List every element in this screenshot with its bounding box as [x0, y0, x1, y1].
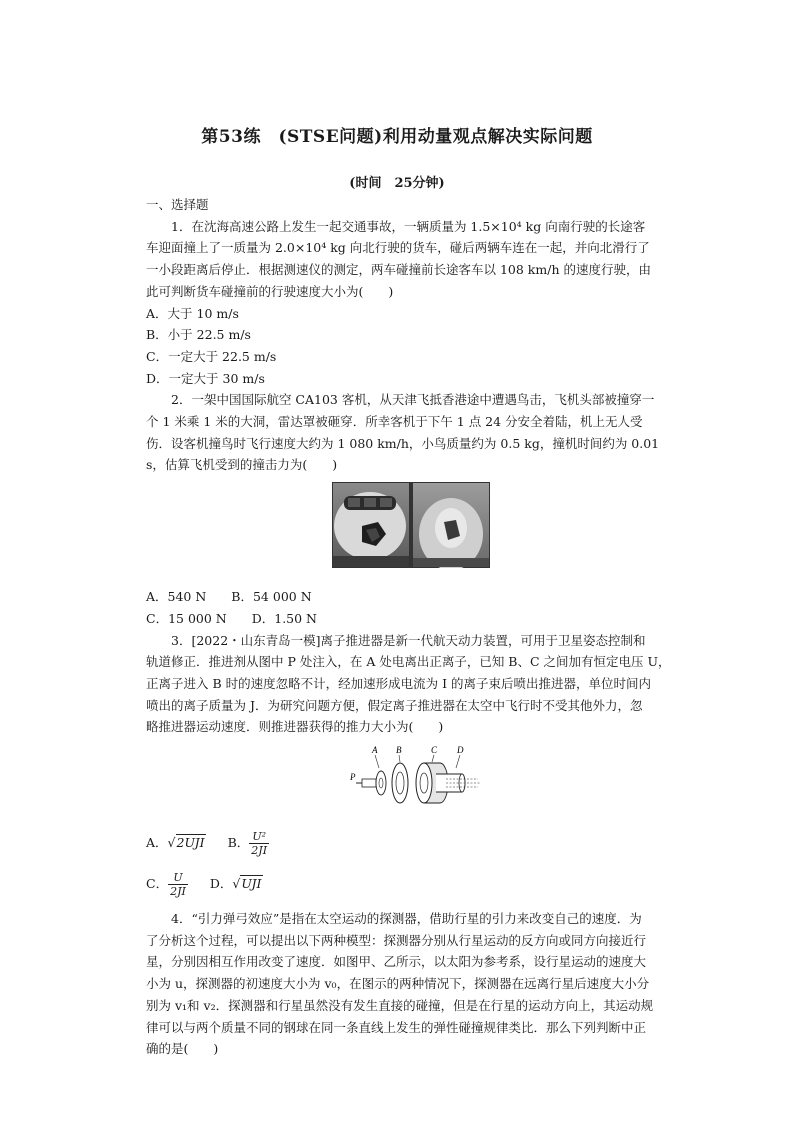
question-4	[146, 908, 676, 1060]
q2-line: 2．一架中国国际航空 CA103 客机，从天津飞抵香港途中遭遇鸟击，飞机头部被撞穿一	[171, 392, 655, 408]
q4-line: 别为 v₁和 v₂．探测器和行星虽然没有发生直接的碰撞，但是在行星的运动方向上，其运动规	[146, 997, 654, 1013]
section-heading: 一、选择题	[146, 197, 209, 212]
label-d: D	[457, 745, 464, 756]
q3-option-a-label: A．	[146, 835, 168, 851]
q3-options-row-2	[146, 864, 676, 904]
time-limit: (时间 25分钟)	[349, 176, 445, 191]
q4-line: 确的是( )	[146, 1041, 219, 1057]
q1-option-d: D．一定大于 30 m/s	[146, 370, 265, 386]
q4-line: 星，分别因相互作用改变了速度．如图甲、乙所示，以太阳为参考系，设行星运动的速度大	[146, 954, 647, 970]
q3-line: 3．[2022・山东青岛一模]离子推进器是新一代航天动力装置，可用于卫星姿态控制和	[171, 632, 646, 648]
question-content	[146, 194, 676, 1060]
q3-line: 略推进器运动速度．则推进器获得的推力大小为( )	[146, 719, 444, 735]
q3-option-b-formula: $\frac{\text{U²}}{2JI}$	[251, 829, 268, 857]
question-2	[146, 389, 676, 629]
q3-option-d-formula: √UJI	[232, 876, 262, 892]
q2-options-row: A．540 N B．54 000 N	[146, 589, 312, 605]
q4-line: 律可以与两个质量不同的钢球在同一条直线上发生的弹性碰撞规律类比．那么下列判断中正	[146, 1019, 647, 1035]
q1-line: 一小段距离后停止．根据测速仪的测定，两车碰撞前长途客车以 108 km/h 的速度行驶，由	[146, 262, 651, 278]
q1-option-a: A．大于 10 m/s	[146, 305, 239, 321]
q1-option-b: B．小于 22.5 m/s	[146, 327, 251, 343]
q2-line: 伤．设客机撞鸟时飞行速度大约为 1 080 km/h，小鸟质量约为 0.5 kg，撞机时间约为 0.01	[146, 435, 660, 451]
question-1	[146, 216, 676, 390]
q4-line: 了分析这个过程，可以提出以下两种模型：探测器分别从行星运动的反方向或同方向接近行	[146, 932, 647, 948]
q1-line: 车迎面撞上了一质量为 2.0×10⁴ kg 向北行驶的货车，碰后两辆车连在一起，并向北滑行了	[146, 240, 650, 256]
q1-option-c: C．一定大于 22.5 m/s	[146, 348, 277, 364]
q2-line: 个 1 米乘 1 米的大洞，雷达罩被砸穿．所幸客机于下午 1 点 24 分安全着陆，机上无人受	[146, 414, 643, 430]
q3-option-d-label: D．	[209, 876, 233, 892]
airplane-damage-photo	[332, 482, 490, 568]
q2-line: s，估算飞机受到的撞击力为( )	[146, 457, 338, 473]
question-3	[146, 630, 676, 905]
q1-line: 1．在沈海高速公路上发生一起交通事故，一辆质量为 1.5×10⁴ kg 向南行驶的长途客	[171, 218, 646, 234]
q3-option-b-label: B．	[227, 835, 250, 851]
q3-line: 轨道修正．推进剂从图中 P 处注入，在 A 处电离出正离子，已知 B、C 之间加有恒定电压 U，	[146, 654, 671, 670]
q3-option-c-formula: $\frac{U}{2JI}$	[170, 870, 186, 898]
label-p: P	[350, 772, 356, 783]
q3-option-c-label: C．	[146, 876, 169, 892]
q2-options-row: C．15 000 N D．1.50 N	[146, 610, 317, 626]
q3-options-row-1	[146, 822, 676, 864]
q4-line: 小为 u，探测器的初速度大小为 v₀，在图示的两种情况下，探测器在远离行星后速度大小分	[146, 976, 650, 992]
page-title: 第53练 (STSE问题)利用动量观点解决实际问题	[201, 127, 593, 147]
ion-thruster-diagram	[336, 744, 486, 810]
label-a: A	[372, 745, 378, 756]
label-b: B	[396, 745, 402, 756]
q3-line: 喷出的离子质量为 J．为研究问题方便，假定离子推进器在太空中飞行时不受其他外力，忽	[146, 697, 643, 713]
q3-option-a-formula: √2UJI	[167, 835, 205, 851]
label-c: C	[431, 745, 438, 756]
q4-line: 4．“引力弹弓效应”是指在太空运动的探测器，借助行星的引力来改变自己的速度．为	[171, 911, 642, 927]
q3-line: 正离子进入 B 时的速度忽略不计，经加速形成电流为 I 的离子束后喷出推进器，单位时间内	[146, 675, 652, 691]
q1-line: 此可判断货车碰撞前的行驶速度大小为( )	[146, 283, 394, 299]
